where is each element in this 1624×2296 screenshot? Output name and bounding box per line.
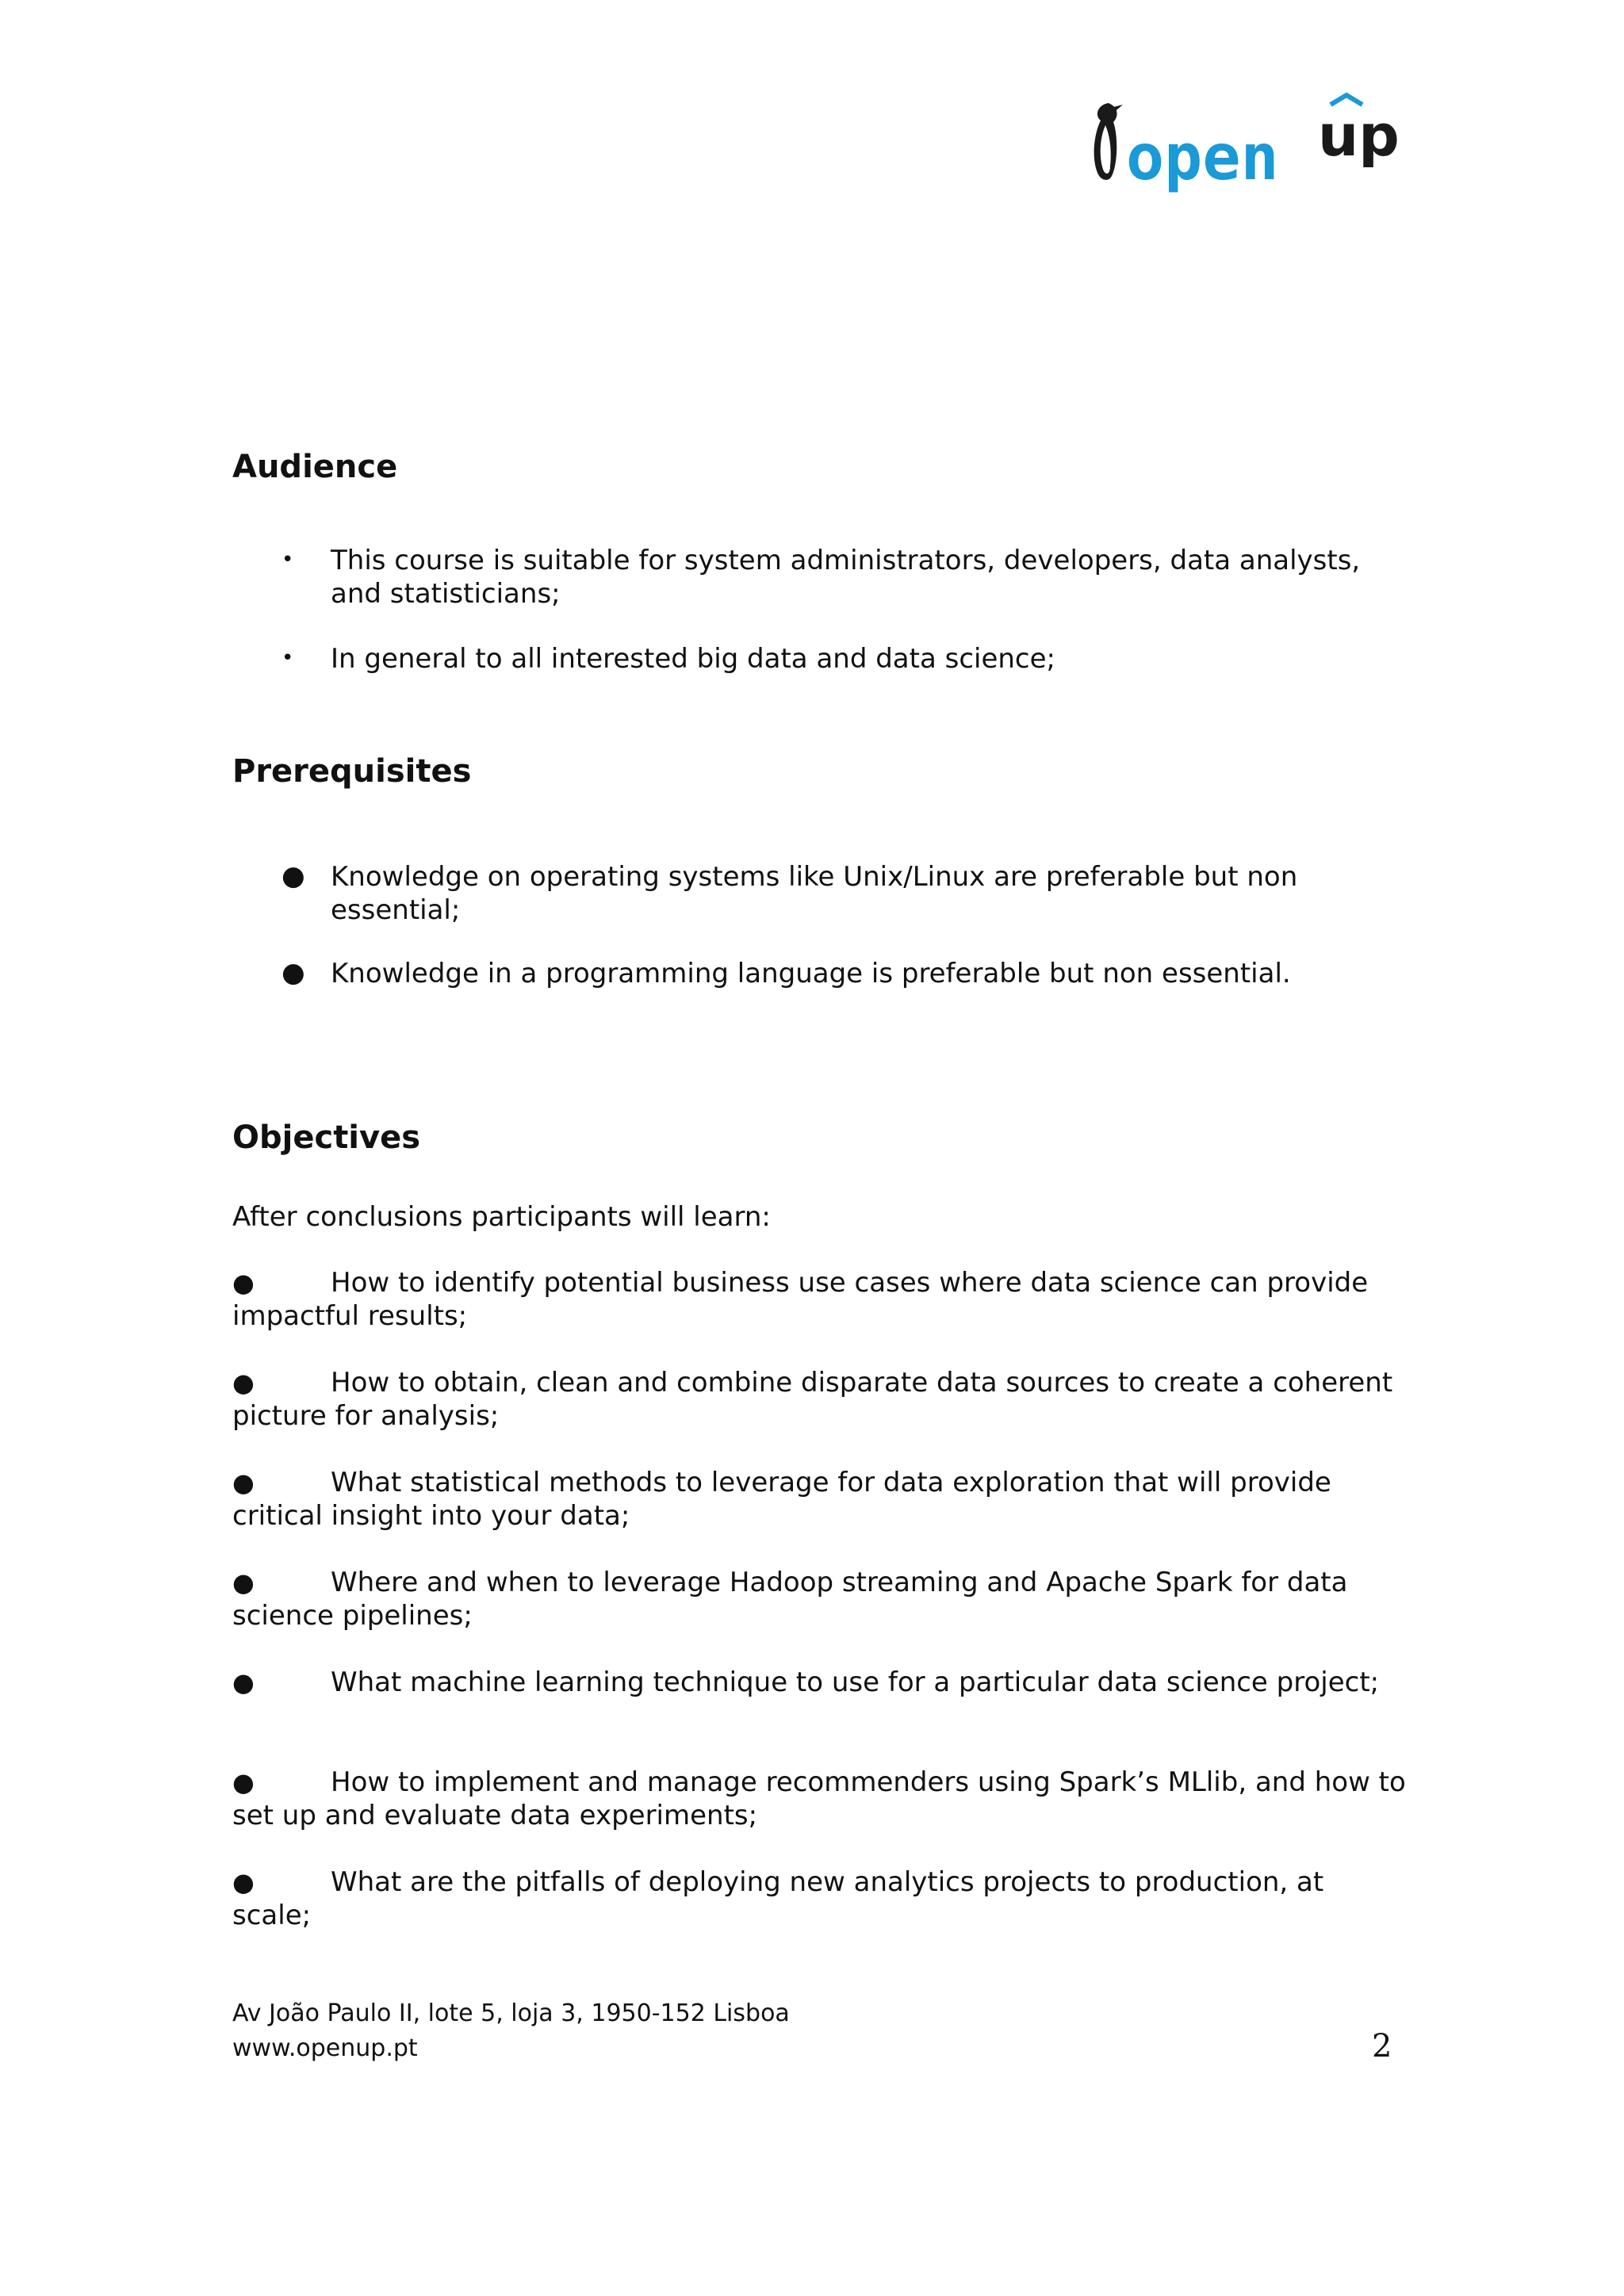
bullet-icon: ● [232,1268,255,1298]
bullet-icon: ● [232,1867,255,1897]
bullet-icon: ● [232,1667,255,1697]
openup-logo [1091,94,1400,195]
bullet-icon: ● [232,1368,255,1398]
objective-item: ● How to implement and manage recommenders using Spark’s MLlib, and how to set up and evaluate data experiments; [232,1766,1406,1831]
bullet-icon: • [282,646,294,670]
bullet-icon: ● [232,1468,255,1498]
page-number: 2 [1372,2028,1392,2064]
objective-item: ● How to obtain, clean and combine disparate data sources to create a coherent picture for analysis; [232,1367,1393,1432]
objectives-intro: After conclusions participants will learn: [232,1201,771,1233]
objectives-heading: Objectives [232,1119,421,1156]
footer-address: Av João Paulo II, lote 5, loja 3, 1950-152 Lisboa [232,1999,790,2027]
objective-item: ● What machine learning technique to use for a particular data science project; [232,1667,1380,1698]
svg-text:up: up [1318,102,1400,169]
audience-heading: Audience [232,449,398,485]
bullet-icon: ● [282,860,305,892]
penguin-logo-icon [1091,94,1400,195]
svg-text:open: open [1126,121,1279,194]
bullet-icon: ● [232,1767,255,1797]
objective-item: ● What are the pitfalls of deploying new analytics projects to production, at scale; [232,1866,1324,1931]
bullet-icon: • [282,548,294,572]
objective-item: ● Where and when to leverage Hadoop streaming and Apache Spark for data science pipelines; [232,1567,1348,1632]
objective-item: ● How to identify potential business use cases where data science can provide impactful results; [232,1267,1369,1332]
prerequisites-heading: Prerequisites [232,753,472,790]
bullet-icon: ● [282,957,305,989]
objective-item: ● What statistical methods to leverage for data exploration that will provide critical insight into your data; [232,1467,1331,1532]
bullet-icon: ● [232,1567,255,1598]
footer-website[interactable]: www.openup.pt [232,2034,418,2062]
